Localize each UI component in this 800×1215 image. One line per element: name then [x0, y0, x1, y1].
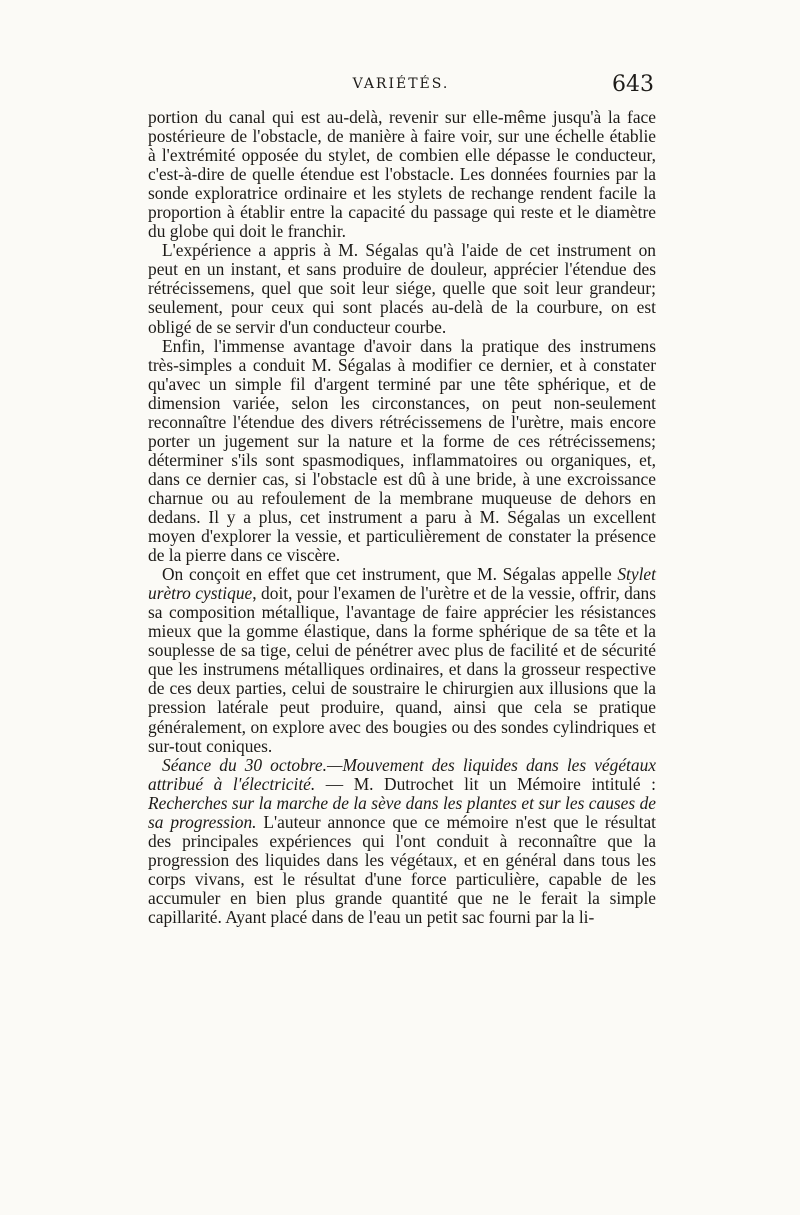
paragraph-3: Enfin, l'immense avantage d'avoir dans la pratique des instrumens très-simples a conduit M. Ségalas à modifier ce dernier, et à constater qu'avec un simple fil d'argent terminé par une tête sphérique, et de dimension variée, selon les circonstances, on peut non-seulement reconnaître l'étendue des divers rétrécissemens de l'urètre, mais encore porter un jugement sur la nature et la forme de ces rétrécissemens; déterminer s'ils sont spasmodiques, inflammatoires ou organiques, et, dans ce dernier cas, si l'obstacle est dû à une bride, à une excroissance charnue ou au refoulement de la membrane muqueuse de dehors en dedans. Il y a plus, cet instrument a paru à M. Ségalas un excellent moyen d'explorer la vessie, et particulièrement de constater la présence de la pierre dans ce viscère.: [148, 335, 656, 566]
paragraph-5-after: L'auteur annonce que ce mémoire n'est que le résultat des principales expériences qui l'ont conduit à reconnaître que la progression des liquides dans les végétaux, et en général dans tous les corps vivans, est le résultat d'une force particulière, capable de les accumuler en bien plus grande quantité que ne le ferait la simple capillarité. Ayant placé dans de l'eau un petit sac fourni par la li-: [148, 811, 657, 927]
paragraph-5: [148, 756, 656, 927]
paragraph-4-before: On conçoit en effet que cet instrument, que M. Ségalas appelle: [162, 564, 618, 585]
instrument-name: Stylet urètro cystique: [148, 564, 656, 604]
page-number: 643: [612, 72, 654, 97]
memoir-title: Recherches sur la marche de la sève dans les plantes et sur les causes de sa progression.: [148, 792, 656, 832]
session-heading: Séance du 30 octobre.—Mouvement des liquides dans les végétaux attribué à l'électricité.: [148, 754, 656, 794]
paragraph-4: [148, 565, 656, 755]
running-head: VARIÉTÉS.: [352, 76, 450, 92]
paragraph-4-after: , doit, pour l'examen de l'urètre et de la vessie, offrir, dans sa composition métallique, l'avantage de faire apprécier les résistances mieux que la gomme élastique, dans la forme sphérique de sa tête et la souplesse de sa tige, celui de pénétrer avec plus de facilité et de sécurité que les instrumens métalliques ordinaires, et dans la grosseur respective de ces deux parties, celui de soustraire le chirurgien aux illusions que la pression latérale peut produire, quand, ainsi que cela se pratique généralement, on explore avec des bougies ou des sondes cylindriques et sur-tout coniques.: [148, 583, 656, 756]
paragraph-2: L'expérience a appris à M. Ségalas qu'à l'aide de cet instrument on peut en un instant, et sans produire de douleur, apprécier l'étendue des rétrécissemens, quel que soit leur siége, quelle que soit leur grandeur; seulement, pour ceux qui sont placés au-delà de la courbure, on est obligé de se servir d'un conducteur courbe.: [148, 240, 656, 337]
body-text: [148, 108, 656, 927]
paragraph-5-middle: — M. Dutrochet lit un Mémoire intitulé :: [315, 773, 656, 794]
page-header: [148, 72, 654, 106]
paragraph-1: portion du canal qui est au-delà, revenir sur elle-même jusqu'à la face postérieure de l'obstacle, de manière à faire voir, sur une échelle établie à l'extrémité opposée du stylet, de combien elle dépasse le conducteur, c'est-à-dire de quelle étendue est l'obstacle. Les données fournies par la sonde exploratrice ordinaire et les stylets de rechange rendent facile la proportion à établir entre la capacité du passage qui reste et le diamètre du globe qui doit le franchir.: [148, 107, 656, 242]
